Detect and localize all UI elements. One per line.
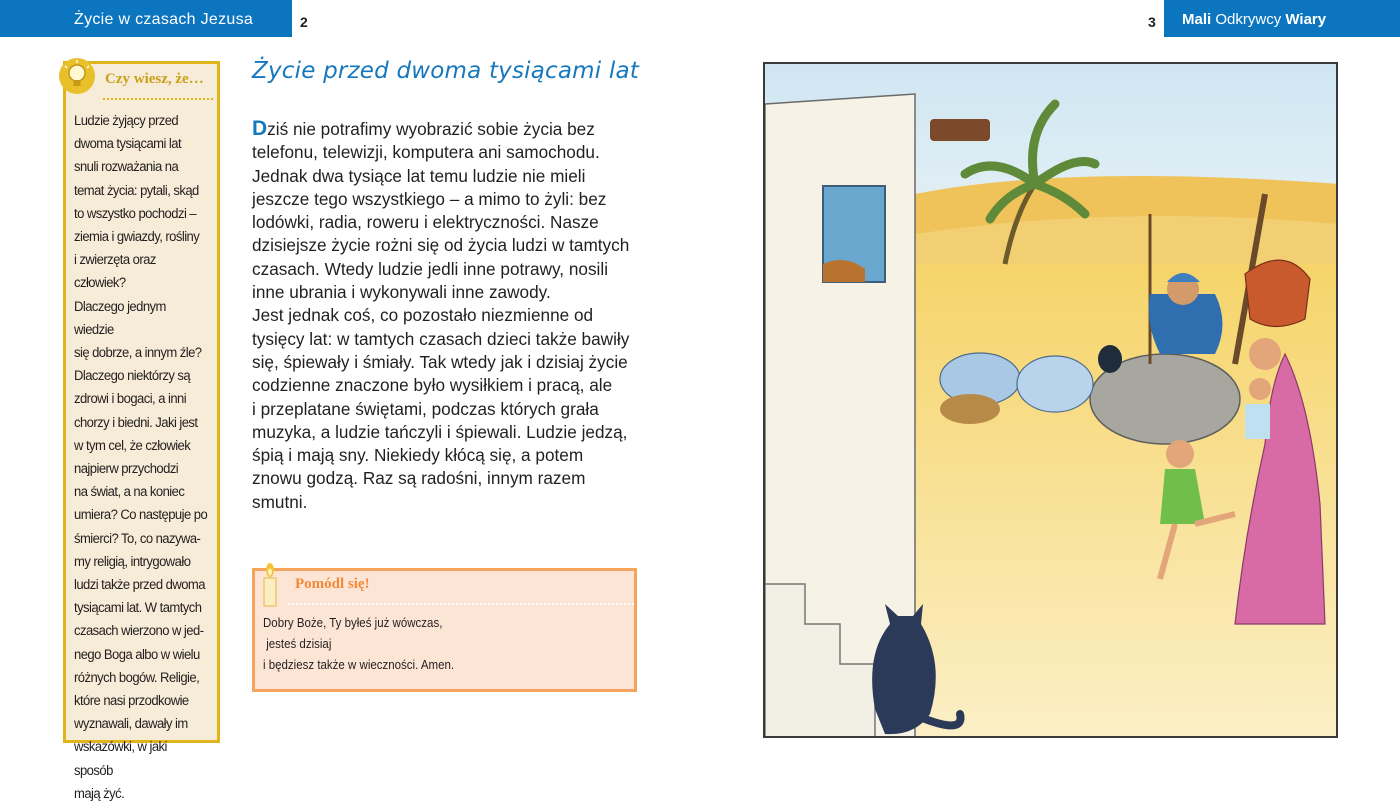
body-line: tysięcy lat: w tamtych czasach dzieci także bawiły (252, 328, 630, 349)
sidebar-line: mają żyć. (74, 785, 125, 802)
page-number-left: 2 (300, 14, 308, 30)
brand-word-1: Mali (1182, 11, 1212, 28)
section-title: Życie w czasach Jezusa (74, 11, 254, 28)
body-line: znowu godzą. Raz są radośni, innym razem (252, 468, 586, 489)
lightbulb-icon (57, 56, 97, 96)
article-body (252, 117, 652, 514)
drop-cap: D (252, 117, 268, 140)
body-line: Jednak dwa tysiące lat temu ludzie nie mieli (252, 165, 586, 186)
body-line-first (252, 117, 652, 141)
sidebar-line: temat życia: pytali, skąd (74, 182, 199, 199)
body-line: śpią i mają sny. Niekiedy kłócą się, a potem (252, 445, 584, 466)
sidebar-line: ludzi także przed dwoma (74, 577, 205, 594)
body-line: lodówki, radia, roweru i elektryczności. Nasze (252, 212, 599, 233)
page-number-right: 3 (1148, 14, 1156, 30)
body-line: ziś nie potrafimy wyobrazić sobie życia bez (267, 119, 595, 139)
prayer-text (263, 613, 594, 676)
did-you-know-text (74, 110, 208, 806)
header-right-bar (1164, 0, 1400, 37)
sidebar-line: snuli rozważania na (74, 159, 179, 176)
sidebar-line: Ludzie żyjący przed (74, 113, 179, 129)
sidebar-line: na świat, a na koniec (74, 484, 185, 501)
sidebar-line: się dobrze, a innym źle? (74, 345, 202, 362)
body-line: i przeplatane świętami, podczas których grała (252, 398, 599, 419)
body-line: muzyka, a ludzie tańczyli i śpiewali. Ludzie jedzą, (252, 421, 628, 442)
sidebar-line: śmierci? To, co nazywa- (74, 530, 201, 547)
sidebar-line: Dlaczego niektórzy są (74, 368, 191, 385)
prayer-title: Pomódl się! (295, 576, 370, 592)
candle-icon (258, 563, 282, 607)
prayer-divider (288, 603, 634, 605)
body-line: się, śpiewały i śmiały. Tak wtedy jak i dzisiaj życie (252, 351, 628, 372)
body-line: inne ubrania i wykonywali inne zawody. (252, 282, 551, 303)
prayer-line: i będziesz także w wieczności. Amen. (263, 658, 455, 672)
sidebar-line: chorzy i biedni. Jaki jest (74, 414, 198, 431)
sidebar-line: my religią, intrygowało (74, 553, 191, 570)
body-line: telefonu, telewizji, komputera ani samochodu. (252, 142, 600, 163)
sidebar-line: Dlaczego jednym wiedzie (74, 298, 166, 338)
sidebar-line: wskazówki, w jaki sposób (74, 739, 167, 779)
sidebar-line: różnych bogów. Religie, (74, 669, 200, 686)
sidebar-line: ziemia i gwiazdy, rośliny (74, 229, 200, 246)
sidebar-line: i zwierzęta oraz człowiek? (74, 252, 156, 292)
body-line: jeszcze tego wszystkiego – a mimo to żyli: bez (252, 188, 607, 209)
village-scene-illustration (765, 64, 1338, 738)
sidebar-line: które nasi przodkowie (74, 693, 189, 710)
article-title: Życie przed dwoma tysiącami lat (252, 58, 639, 84)
prayer-line: jesteś dzisiaj (263, 637, 332, 651)
sidebar-line: nego Boga albo w wielu (74, 646, 200, 663)
brand-word-2: Odkrywcy (1215, 11, 1282, 28)
sidebar-line: dwoma tysiącami lat (74, 136, 182, 153)
sidebar-line: umiera? Co następuje po (74, 507, 208, 524)
sidebar-line: najpierw przychodzi (74, 461, 179, 478)
body-line: czasach. Wtedy ludzie jedli inne potrawy, nosili (252, 258, 609, 279)
brand-word-3: Wiary (1285, 11, 1327, 28)
sidebar-line: to wszystko pochodzi – (74, 205, 197, 222)
title-divider (103, 98, 213, 100)
sidebar-line: czasach wierzono w jed- (74, 623, 204, 640)
body-line: smutni. (252, 491, 308, 512)
illustration (763, 62, 1338, 738)
body-line: dzisiejsze życie rożni się od życia ludzi w tamtych (252, 235, 630, 256)
sidebar-line: zdrowi i bogaci, a inni (74, 391, 187, 408)
body-line: codzienne znaczone było wysiłkiem i pracą, ale (252, 375, 613, 396)
sidebar-line: tysiącami lat. W tamtych (74, 600, 202, 617)
sidebar-line: wyznawali, dawały im (74, 716, 188, 733)
header-left-bar (0, 0, 292, 37)
series-brand (1182, 11, 1326, 28)
body-line: Jest jednak coś, co pozostało niezmienne od (252, 305, 594, 326)
prayer-line: Dobry Boże, Ty byłeś już wówczas, (263, 616, 443, 630)
did-you-know-title: Czy wiesz, że… (105, 71, 204, 87)
sidebar-line: w tym cel, że człowiek (74, 437, 191, 454)
